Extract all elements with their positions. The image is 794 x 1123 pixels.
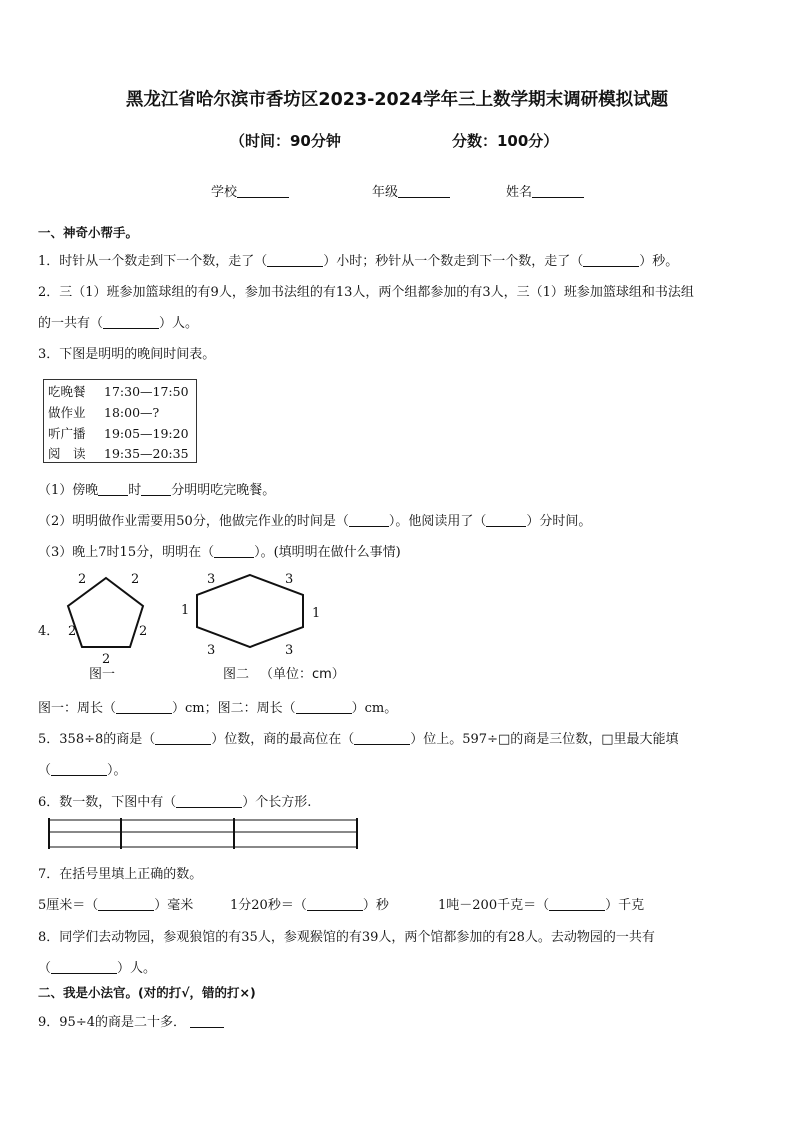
q1-blank-2[interactable]: [583, 253, 639, 267]
q3p2-text-a: （2）明明做作业需要用50分，他做完作业的时间是（: [38, 514, 349, 529]
question-8-line-1: 8．同学们去动物园，参观狼馆的有35人，参观猴馆的有39人，两个馆都参加的有28人。去动物园的一共有: [38, 930, 655, 945]
q8-text-b: ）人。: [117, 961, 157, 976]
question-7-intro: 7．在括号里填上正确的数。: [38, 867, 203, 882]
question-2-line-2: [38, 312, 198, 331]
q6-text-a: 6．数一数，下图中有（: [38, 795, 177, 810]
q4-text-c: ）cm。: [351, 701, 398, 716]
question-5-line-2: [38, 759, 127, 778]
question-7-item-2: [230, 894, 389, 913]
q5-text-a: 5．358÷8的商是（: [38, 732, 156, 747]
q3p1-blank-hour[interactable]: [98, 482, 128, 496]
q7-item-unit: ）毫米: [154, 898, 194, 913]
q8-text-a: （: [38, 961, 52, 976]
pentagon-shape: [68, 578, 143, 647]
q5-text-d: （: [38, 763, 52, 778]
exam-score: 分数：100分）: [452, 132, 559, 150]
q1-text-c: ）秒。: [639, 254, 679, 269]
figures-svg: [0, 565, 360, 690]
q3p1-blank-minute[interactable]: [141, 482, 171, 496]
schedule-time: 18:00—?: [104, 405, 160, 420]
school-field[interactable]: [211, 181, 289, 200]
question-1: [38, 250, 678, 269]
q3p2-blank-2[interactable]: [486, 513, 526, 527]
schedule-table: [43, 379, 197, 463]
question-6: [38, 791, 311, 810]
name-blank[interactable]: [532, 184, 584, 198]
schedule-activity: 吃晚餐: [48, 384, 86, 399]
q3p2-text-b: ）。他阅读用了（: [388, 514, 487, 529]
q7-blank[interactable]: [98, 897, 154, 911]
hexagon-label: 1: [181, 603, 190, 618]
q4-text-a: 图一：周长（: [38, 701, 117, 716]
schedule-row: [48, 444, 189, 462]
q5-blank-1[interactable]: [155, 731, 211, 745]
q3p1-text-c: 分明明吃完晚餐。: [171, 483, 276, 498]
question-3-part-1: [38, 479, 275, 498]
q7-item-text: 1分20秒＝（: [230, 898, 307, 913]
q3p3-text-a: （3）晚上7时15分，明明在（: [38, 545, 215, 560]
q7-item-unit: ）千克: [605, 898, 645, 913]
pentagon-label: 2: [68, 624, 77, 639]
grade-blank[interactable]: [398, 184, 450, 198]
q6-blank[interactable]: [176, 794, 242, 808]
q3p2-text-c: ）分时间。: [526, 514, 592, 529]
question-4-answer: [38, 697, 397, 716]
question-9: [38, 1011, 224, 1030]
q3p1-text-b: 时: [128, 483, 142, 498]
grade-label: 年级: [372, 185, 399, 200]
question-4-number: 4．: [38, 624, 60, 639]
q1-text-a: 1．时针从一个数走到下一个数，走了（: [38, 254, 268, 269]
section-2-heading: 二、我是小法官。(对的打√，错的打×): [38, 985, 256, 1000]
hexagon-label: 3: [207, 572, 216, 587]
q8-blank[interactable]: [51, 960, 117, 974]
question-5-line-1: [38, 728, 679, 747]
hexagon-label: 1: [312, 606, 321, 621]
q7-item-text: 1吨－200千克＝（: [438, 898, 550, 913]
pentagon-label: 2: [131, 572, 140, 587]
pentagon-label: 2: [78, 572, 87, 587]
schedule-activity: 做作业: [48, 405, 86, 420]
pentagon-label: 2: [102, 652, 111, 667]
q3p3-text-b: ）。(填明明在做什么事情): [254, 545, 401, 560]
pentagon-label: 2: [139, 624, 148, 639]
hexagon-label: 3: [207, 643, 216, 658]
schedule-row: [48, 424, 189, 442]
figure-1-caption: 图一: [89, 667, 116, 682]
q1-text-b: ）小时；秒针从一个数走到下一个数，走了（: [323, 254, 584, 269]
q3p1-text-a: （1）傍晚: [38, 483, 99, 498]
section-1-heading: 一、神奇小帮手。: [38, 225, 139, 240]
q5-text-b: ）位数，商的最高位在（: [211, 732, 355, 747]
q3p3-blank[interactable]: [214, 544, 254, 558]
q5-blank-2[interactable]: [354, 731, 410, 745]
page-title: 黑龙江省哈尔滨市香坊区2023-2024学年三上数学期末调研模拟试题: [125, 90, 669, 110]
q7-blank[interactable]: [549, 897, 605, 911]
q2-blank[interactable]: [103, 315, 159, 329]
schedule-activity: 阅 读: [48, 446, 86, 461]
rectangle-strip-figure: [40, 816, 362, 852]
q2-text-a: 的一共有（: [38, 316, 104, 331]
question-2-line-1: 2．三（1）班参加篮球组的有9人，参加书法组的有13人，两个组都参加的有3人，三（1）班参加篮球组和书法组: [38, 285, 694, 300]
q4-blank-1[interactable]: [116, 700, 172, 714]
q5-text-e: ）。: [107, 763, 127, 778]
schedule-time: 17:30—17:50: [104, 384, 189, 399]
q1-blank-1[interactable]: [267, 253, 323, 267]
question-3-intro: 3．下图是明明的晚间时间表。: [38, 347, 216, 362]
exam-time: （时间：90分钟: [230, 132, 341, 150]
name-label: 姓名: [506, 185, 533, 200]
q7-item-unit: ）秒: [362, 898, 389, 913]
schedule-time: 19:35—20:35: [104, 446, 189, 461]
question-3-part-3: [38, 541, 401, 560]
schedule-time: 19:05—19:20: [104, 426, 189, 441]
hexagon-label: 3: [285, 572, 294, 587]
q6-text-b: ）个长方形.: [242, 795, 312, 810]
schedule-row: [48, 403, 159, 421]
q2-text-b: ）人。: [159, 316, 199, 331]
hexagon-label: 3: [285, 643, 294, 658]
schedule-row: [48, 382, 189, 400]
q4-blank-2[interactable]: [296, 700, 352, 714]
q3p2-blank-1[interactable]: [349, 513, 389, 527]
unit-caption: （单位：cm）: [260, 667, 345, 682]
schedule-activity: 听广播: [48, 426, 86, 441]
question-3-part-2: [38, 510, 591, 529]
q5-text-c: ）位上。597÷□的商是三位数，□里最大能填: [410, 732, 679, 747]
q4-text-b: ）cm；图二：周长（: [172, 701, 296, 716]
question-8-line-2: [38, 957, 156, 976]
figure-2-caption: 图二: [223, 667, 250, 682]
name-field[interactable]: [506, 181, 584, 200]
q5-blank-3[interactable]: [51, 762, 107, 776]
question-7-item-3: [438, 894, 644, 913]
q7-item-text: 5厘米＝（: [38, 898, 99, 913]
school-label: 学校: [211, 185, 238, 200]
question-7-item-1: [38, 894, 193, 913]
q9-blank[interactable]: [190, 1014, 224, 1028]
grade-field[interactable]: [372, 181, 450, 200]
q7-blank[interactable]: [307, 897, 363, 911]
q9-text: 9．95÷4的商是二十多．: [38, 1015, 186, 1030]
school-blank[interactable]: [237, 184, 289, 198]
